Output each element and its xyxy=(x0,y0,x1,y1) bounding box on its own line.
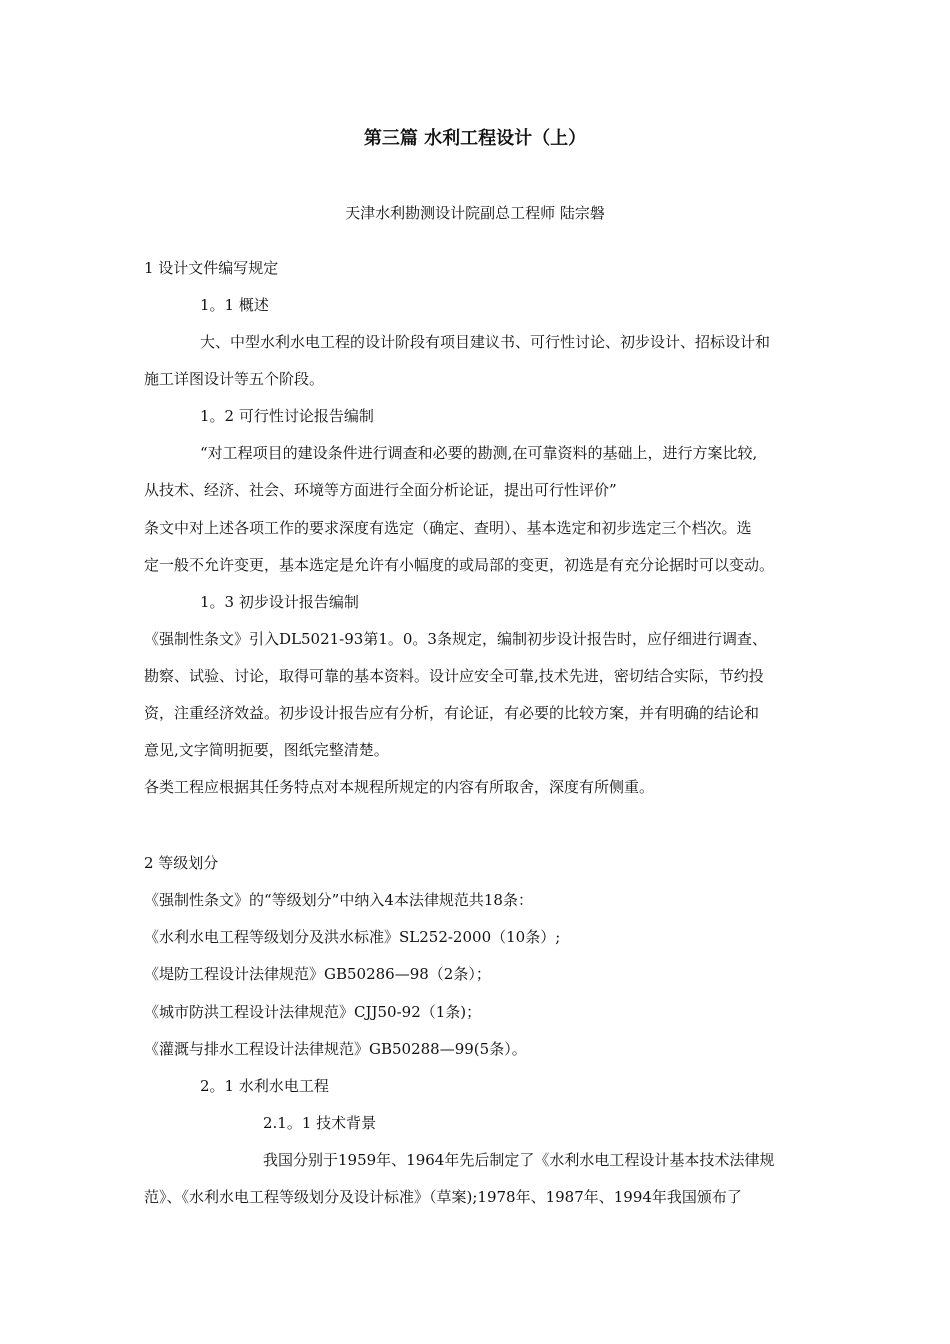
subsection-heading-2-1-1: 2.1。1 技术背景 xyxy=(263,1114,377,1132)
subsection-heading-1-3: 1。3 初步设计报告编制 xyxy=(200,593,359,611)
paragraph-line: 《强制性条文》的“等级划分”中纳入4本法律规范共18条： xyxy=(144,891,533,909)
paragraph-line: 我国分别于1959年、1964年先后制定了《水利水电工程设计基本技术法律规 xyxy=(263,1151,775,1169)
standard-reference: 《城市防洪工程设计法律规范》CJJ50-92（1条)； xyxy=(144,1003,482,1021)
paragraph-line: 勘察、试验、讨论，取得可靠的基本资料。设计应安全可靠,技术先进，密切结合实际，节约投 xyxy=(144,667,764,685)
paragraph-line: 定一般不允许变更，基本选定是允许有小幅度的或局部的变更，初选是有充分论据时可以变动。 xyxy=(144,556,775,574)
paragraph-line: “对工程项目的建设条件进行调查和必要的勘测,在可靠资料的基础上，进行方案比较, xyxy=(200,444,758,462)
standard-reference: 《灌溉与排水工程设计法律规范》GB50288—99(5条）。 xyxy=(144,1040,527,1058)
paragraph-line: 施工详图设计等五个阶段。 xyxy=(144,370,325,388)
document-title: 第三篇 水利工程设计（上） xyxy=(363,128,587,149)
paragraph-line: 条文中对上述各项工作的要求深度有选定（确定、查明）、基本选定和初步选定三个档次。选 xyxy=(144,519,752,537)
subsection-heading-1-2: 1。2 可行性讨论报告编制 xyxy=(200,407,374,425)
paragraph-line: 意见,文字简明扼要，图纸完整清楚。 xyxy=(144,741,389,759)
subsection-heading-1-1: 1。1 概述 xyxy=(200,296,269,314)
paragraph-line: 从技术、经济、社会、环境等方面进行全面分析论证，提出可行性评价” xyxy=(144,481,617,499)
section-heading-2: 2 等级划分 xyxy=(144,854,219,872)
author-line: 天津水利勘测设计院副总工程师 陆宗磐 xyxy=(345,204,605,222)
subsection-heading-2-1: 2。1 水利水电工程 xyxy=(200,1077,329,1095)
paragraph-line: 各类工程应根据其任务特点对本规程所规定的内容有所取舍，深度有所侧重。 xyxy=(144,778,655,796)
paragraph-line: 范》、《水利水电工程等级划分及设计标准》（草案);1978年、1987年、1994年我国颁布了 xyxy=(144,1188,742,1206)
standard-reference: 《堤防工程设计法律规范》GB50286—98（2条）； xyxy=(144,965,491,983)
paragraph-line: 大、中型水利水电工程的设计阶段有项目建议书、可行性讨论、初步设计、招标设计和 xyxy=(200,333,771,351)
standard-reference: 《水利水电工程等级划分及洪水标准》SL252-2000（10条）; xyxy=(144,928,561,946)
paragraph-line: 资，注重经济效益。初步设计报告应有分析，有论证，有必要的比较方案，并有明确的结论和 xyxy=(144,704,760,722)
section-heading-1: 1 设计文件编写规定 xyxy=(144,259,279,277)
paragraph-line: 《强制性条文》引入DL5021-93第1。0。3条规定，编制初步设计报告时，应仔细进行调查、 xyxy=(144,630,767,648)
